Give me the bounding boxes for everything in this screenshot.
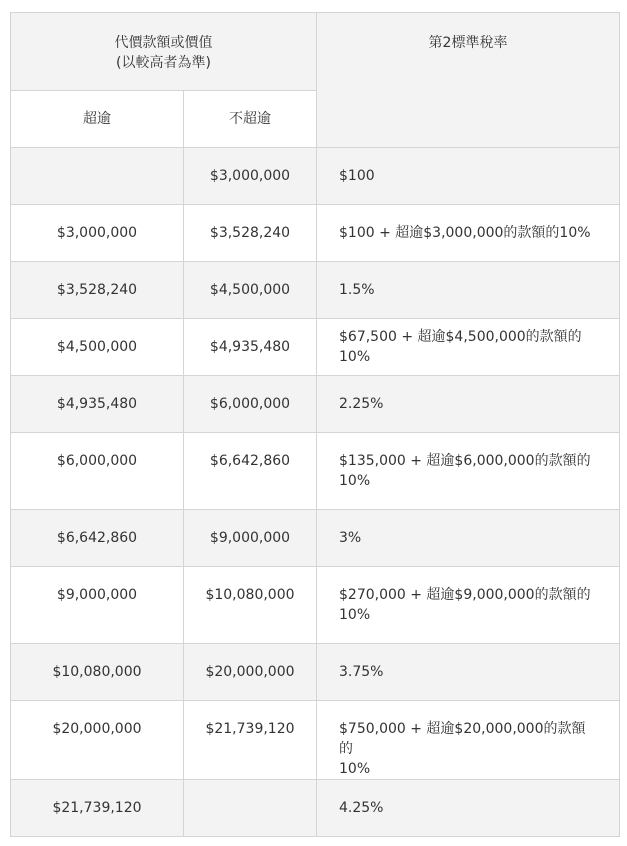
rate-text: $100 + 超逾$3,000,000的款額的10% [339,225,591,241]
exceeding-cell: $21,739,120 [11,780,184,837]
table-row [11,376,620,433]
rate-cell [317,433,620,510]
not-exceeding-cell: $6,000,000 [184,376,317,433]
exceeding-cell: $6,000,000 [11,433,184,510]
not-exceeding-cell: $4,935,480 [184,319,317,376]
not-exceeding-cell: $4,500,000 [184,262,317,319]
table-row [11,510,620,567]
rate-text-continued: 10% [339,761,371,777]
consideration-header [11,13,317,91]
consideration-header-line1: 代價款額或價值 [114,35,213,51]
rate-text-continued: 10% [339,607,371,623]
exceeding-cell: $20,000,000 [11,701,184,780]
exceeding-cell: $9,000,000 [11,567,184,644]
exceeding-cell: $3,000,000 [11,205,184,262]
rate-text: 1.5% [339,282,375,298]
table-row [11,433,620,510]
rate-cell [317,701,620,780]
table-row [11,205,620,262]
table-row [11,701,620,780]
not-exceeding-cell: $6,642,860 [184,433,317,510]
rate-cell [317,510,620,567]
rate-text-continued: 10% [339,473,371,489]
table-row [11,780,620,837]
rate-cell [317,262,620,319]
exceeding-cell: $10,080,000 [11,644,184,701]
rate-text: 3.75% [339,664,384,680]
table-row [11,567,620,644]
rate-text: $270,000 + 超逾$9,000,000的款額的 [339,587,591,603]
table-row [11,262,620,319]
rate-text: $135,000 + 超逾$6,000,000的款額的 [339,453,591,469]
table-row [11,319,620,376]
rate-cell [317,205,620,262]
not-exceeding-cell: $20,000,000 [184,644,317,701]
not-exceeding-header: 不超逾 [184,91,317,148]
table-row [11,148,620,205]
rate-header-label: 第2標準稅率 [428,35,508,51]
rate-cell [317,148,620,205]
stamp-duty-rate-table [10,12,620,837]
not-exceeding-cell: $10,080,000 [184,567,317,644]
rate-cell [317,780,620,837]
rate-cell [317,319,620,376]
rate-header [317,13,620,148]
exceeding-cell: $6,642,860 [11,510,184,567]
exceeding-cell: $4,500,000 [11,319,184,376]
table-row [11,644,620,701]
rate-cell [317,376,620,433]
not-exceeding-cell: $21,739,120 [184,701,317,780]
exceeding-cell: $3,528,240 [11,262,184,319]
consideration-header-line2: (以較高者為準) [116,55,211,71]
rate-text: 2.25% [339,396,384,412]
not-exceeding-cell: $3,000,000 [184,148,317,205]
rate-cell [317,644,620,701]
exceeding-cell: $4,935,480 [11,376,184,433]
rate-text: 4.25% [339,800,384,816]
rate-cell [317,567,620,644]
exceeding-header: 超逾 [11,91,184,148]
not-exceeding-cell: $9,000,000 [184,510,317,567]
rate-text: $100 [339,168,375,184]
rate-text: 3% [339,530,362,546]
not-exceeding-cell [184,780,317,837]
not-exceeding-cell: $3,528,240 [184,205,317,262]
rate-text: $750,000 + 超逾$20,000,000的款額的 [339,721,586,757]
rate-text: $67,500 + 超逾$4,500,000的款額的10% [339,329,582,365]
exceeding-cell [11,148,184,205]
